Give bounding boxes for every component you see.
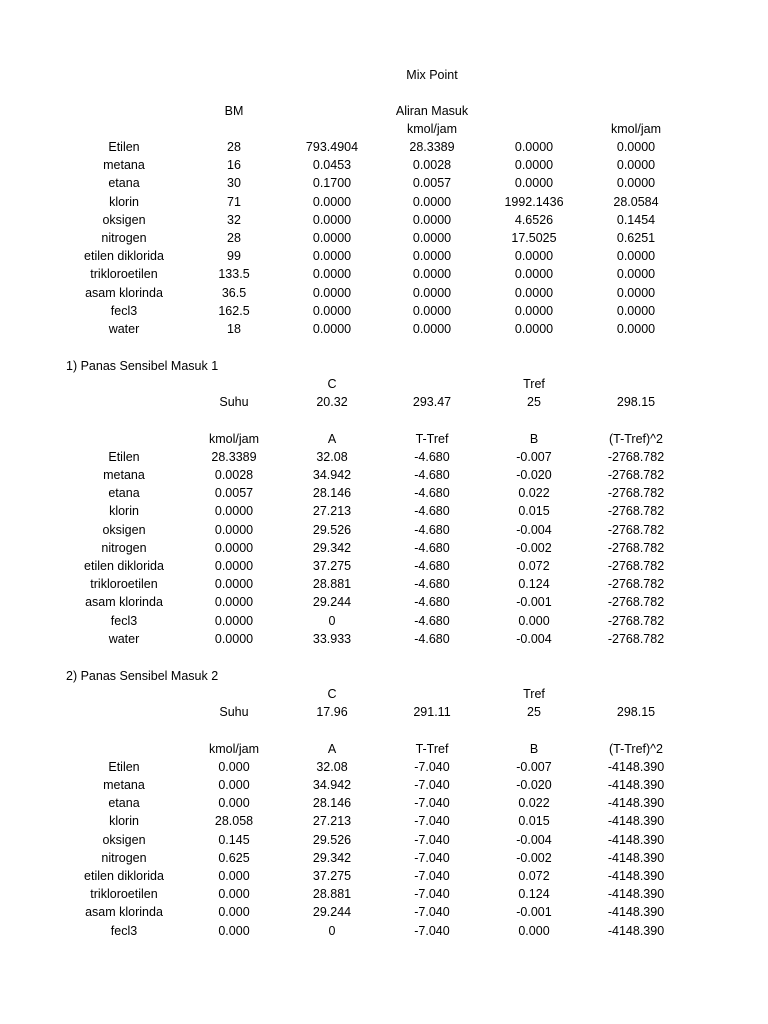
- table-row-cell: -0.001: [516, 595, 552, 610]
- table-row-cell: 0.0000: [616, 267, 656, 282]
- table-row: [0, 302, 768, 320]
- header-row-cell: kmol/jam: [610, 122, 661, 136]
- table-row-cell: 0.1700: [312, 176, 352, 191]
- suhu-row-cell: 25: [527, 395, 541, 410]
- table-row-cell: -2768.782: [607, 613, 665, 628]
- column-header-row-cell: (T-Tref)^2: [608, 741, 663, 756]
- table-row: [0, 211, 768, 229]
- table-row-cell: 0.1454: [616, 212, 656, 227]
- table-row-cell: -4148.390: [607, 832, 665, 847]
- table-row: [0, 885, 768, 903]
- table-row-cell: 28.881: [312, 887, 352, 902]
- table-row-cell: 34.942: [312, 778, 352, 792]
- table-row-cell: -0.004: [516, 832, 552, 847]
- unit-row: [0, 375, 768, 393]
- table-row-cell: 0.0000: [312, 249, 352, 264]
- table-row-cell: -7.040: [414, 850, 450, 865]
- table-row-cell: -7.040: [414, 832, 450, 847]
- table-row-cell: asam klorinda: [85, 595, 163, 610]
- suhu-row-cell: 291.11: [413, 705, 451, 720]
- header-row: [0, 120, 768, 138]
- header-row-cell: kmol/jam: [406, 122, 457, 136]
- table-row-cell: 32.08: [316, 759, 348, 774]
- table-row: [0, 776, 768, 794]
- table-row: [0, 575, 768, 593]
- table-row-cell: klorin: [109, 504, 139, 519]
- table-row: [0, 521, 768, 539]
- suhu-row-cell: 25: [527, 705, 541, 720]
- table-row-cell: -4148.390: [607, 887, 665, 902]
- table-row-cell: 0.145: [218, 832, 250, 847]
- table-row: [0, 247, 768, 265]
- table-row: [0, 174, 768, 192]
- table-row-cell: 0.124: [518, 577, 550, 592]
- table-row-cell: 28.058: [214, 814, 254, 829]
- table-row-cell: -4148.390: [607, 850, 665, 865]
- table-row: [0, 922, 768, 940]
- table-row-cell: 28.146: [312, 796, 352, 811]
- table-row-cell: 0.000: [518, 923, 550, 938]
- table-row-cell: 29.244: [312, 595, 352, 610]
- table-row-cell: 0.625: [218, 850, 250, 865]
- table-row-cell: 0.0000: [616, 158, 656, 173]
- table-row-cell: 0.0000: [514, 322, 554, 336]
- table-row-cell: trikloroetilen: [90, 267, 158, 282]
- table-row-cell: 0.0028: [214, 468, 254, 482]
- header-row-cell: Aliran Masuk: [395, 104, 469, 118]
- table-row-cell: -0.020: [516, 778, 552, 792]
- table-row-cell: nitrogen: [101, 540, 147, 555]
- table-row-cell: 0.0000: [412, 194, 452, 209]
- table-row-cell: -4148.390: [607, 796, 665, 811]
- table-row: [0, 484, 768, 502]
- column-header-row-cell: kmol/jam: [208, 741, 259, 756]
- table-row: [0, 593, 768, 611]
- table-row-cell: -4.680: [414, 559, 450, 573]
- table-row-cell: 28.0584: [613, 194, 659, 209]
- table-row-cell: 0.0000: [616, 249, 656, 264]
- table-row-cell: -4148.390: [607, 923, 665, 938]
- table-row-cell: oksigen: [102, 212, 146, 227]
- table-row-cell: 71: [227, 194, 241, 209]
- table-row-cell: 17.5025: [511, 231, 557, 245]
- unit-row-cell: Tref: [523, 687, 545, 701]
- table-row-cell: -2768.782: [607, 559, 665, 573]
- table-row-cell: 32.08: [316, 449, 348, 464]
- table-row-cell: -2768.782: [607, 504, 665, 519]
- table-row-cell: 37.275: [312, 869, 352, 883]
- table-row-cell: 27.213: [312, 504, 352, 519]
- table-row-cell: -0.004: [516, 631, 552, 646]
- table-row-cell: 0.0000: [514, 285, 554, 300]
- table-row-cell: 0.022: [518, 796, 550, 811]
- table-row-cell: 0: [328, 613, 336, 628]
- table-row-cell: nitrogen: [101, 850, 147, 865]
- table-row-cell: 0.000: [218, 759, 250, 774]
- table-row-cell: 0.0000: [214, 559, 254, 573]
- unit-row: [0, 685, 768, 703]
- suhu-row-cell: 298.15: [616, 705, 656, 720]
- table-row-cell: -7.040: [414, 759, 450, 774]
- table-row-cell: 133.5: [218, 267, 250, 282]
- table-row-cell: -4148.390: [607, 814, 665, 829]
- table-row-cell: -2768.782: [607, 449, 665, 464]
- table-row-cell: 0.0000: [514, 158, 554, 173]
- table-row-cell: 29.526: [312, 522, 352, 537]
- table-row-cell: -4148.390: [607, 869, 665, 883]
- table-row-cell: klorin: [109, 814, 139, 829]
- table-row-cell: 0.0000: [616, 140, 656, 154]
- table-row: [0, 284, 768, 302]
- section-heading-text: 2) Panas Sensibel Masuk 2: [66, 669, 219, 683]
- table-row-cell: 0.0000: [412, 212, 452, 227]
- table-row-cell: -7.040: [414, 869, 450, 883]
- table-row-cell: 0.0000: [214, 504, 254, 519]
- table-row-cell: 28: [227, 140, 241, 154]
- table-row-cell: 0.6251: [616, 231, 656, 245]
- table-row-cell: 28.881: [312, 577, 352, 592]
- table-row-cell: nitrogen: [101, 231, 147, 245]
- suhu-row-cell: 20.32: [316, 395, 348, 410]
- table-row: [0, 758, 768, 776]
- suhu-row-cell: Suhu: [219, 395, 249, 410]
- table-row-cell: 0.000: [218, 796, 250, 811]
- column-header-row-cell: A: [327, 431, 337, 446]
- table-row-cell: -7.040: [414, 778, 450, 792]
- table-row: [0, 138, 768, 156]
- table-row-cell: -4.680: [414, 540, 450, 555]
- table-row-cell: 0.0000: [312, 194, 352, 209]
- table-row-cell: -2768.782: [607, 631, 665, 646]
- table-row-cell: 0.015: [518, 504, 550, 519]
- column-header-row-cell: B: [529, 431, 539, 446]
- table-row-cell: 0.000: [218, 869, 250, 883]
- table-row-cell: -2768.782: [607, 468, 665, 482]
- table-row-cell: 0.000: [218, 905, 250, 920]
- table-row: [0, 794, 768, 812]
- table-row: [0, 831, 768, 849]
- table-row-cell: -4.680: [414, 577, 450, 592]
- table-row-cell: -4.680: [414, 522, 450, 537]
- table-row-cell: 0.0000: [312, 231, 352, 245]
- table-row-cell: 0.0000: [312, 285, 352, 300]
- table-row-cell: 0.0000: [412, 322, 452, 336]
- table-row-cell: -7.040: [414, 796, 450, 811]
- table-row-cell: -2768.782: [607, 577, 665, 592]
- table-row-cell: 0.015: [518, 814, 550, 829]
- table-row-cell: 28.146: [312, 486, 352, 501]
- table-row-cell: fecl3: [110, 613, 138, 628]
- suhu-row-cell: 17.96: [316, 705, 348, 720]
- table-row-cell: 0.0057: [412, 176, 452, 191]
- table-row-cell: -4148.390: [607, 905, 665, 920]
- table-row-cell: -7.040: [414, 887, 450, 902]
- table-row-cell: -0.004: [516, 522, 552, 537]
- table-row-cell: 0.072: [518, 869, 550, 883]
- table-row: [0, 612, 768, 630]
- unit-row-cell: Tref: [523, 377, 545, 391]
- table-row-cell: 0.0000: [412, 303, 452, 318]
- table-row-cell: etilen diklorida: [84, 249, 164, 264]
- suhu-row: [0, 703, 768, 721]
- table-row: [0, 557, 768, 575]
- table-row-cell: 1992.1436: [504, 194, 564, 209]
- unit-row-cell: C: [327, 687, 337, 701]
- table-row: [0, 265, 768, 283]
- header-row: [0, 102, 768, 120]
- table-row-cell: 0.000: [218, 778, 250, 792]
- table-row-cell: 33.933: [312, 631, 352, 646]
- table-row-cell: -7.040: [414, 814, 450, 829]
- table-row-cell: -2768.782: [607, 595, 665, 610]
- table-row-cell: 29.342: [312, 850, 352, 865]
- table-row-cell: 0.000: [218, 923, 250, 938]
- table-row-cell: 0.0000: [514, 303, 554, 318]
- table-row-cell: 793.4904: [305, 140, 359, 154]
- table-row-cell: 0.0000: [214, 577, 254, 592]
- table-row-cell: 0.0000: [514, 140, 554, 154]
- table-row-cell: trikloroetilen: [90, 577, 158, 592]
- table-row-cell: -0.007: [516, 449, 552, 464]
- table-row-cell: 0.0000: [312, 303, 352, 318]
- table-row-cell: etana: [108, 176, 140, 191]
- table-row-cell: 34.942: [312, 468, 352, 482]
- suhu-row-cell: 298.15: [616, 395, 656, 410]
- table-row-cell: 27.213: [312, 814, 352, 829]
- table-row-cell: 0.0000: [214, 613, 254, 628]
- table-row-cell: oksigen: [102, 832, 146, 847]
- table-row: [0, 502, 768, 520]
- table-row-cell: 16: [227, 158, 241, 173]
- table-row: [0, 812, 768, 830]
- table-row-cell: 30: [227, 176, 241, 191]
- column-header-row: [0, 430, 768, 448]
- table-row-cell: Etilen: [108, 759, 140, 774]
- table-row-cell: 0.0000: [616, 176, 656, 191]
- table-row-cell: 4.6526: [514, 212, 554, 227]
- table-row-cell: -0.002: [516, 850, 552, 865]
- table-row-cell: 0.0000: [514, 267, 554, 282]
- table-row-cell: water: [108, 322, 140, 336]
- table-row-cell: fecl3: [110, 303, 138, 318]
- table-row-cell: 28.3389: [409, 140, 455, 154]
- table-row-cell: 32: [227, 212, 241, 227]
- column-header-row: [0, 740, 768, 758]
- table-row-cell: -0.001: [516, 905, 552, 920]
- table-row-cell: 0.0028: [412, 158, 452, 173]
- column-header-row-cell: A: [327, 741, 337, 756]
- table-row-cell: 0.0000: [214, 631, 254, 646]
- table-row-cell: 0.000: [218, 887, 250, 902]
- table-row: [0, 156, 768, 174]
- table-row-cell: 0.124: [518, 887, 550, 902]
- table-row-cell: 0.072: [518, 559, 550, 573]
- table-row-cell: 0.0000: [312, 322, 352, 336]
- table-row-cell: 29.244: [312, 905, 352, 920]
- table-row-cell: metana: [103, 778, 145, 792]
- table-row-cell: Etilen: [108, 140, 140, 154]
- header-row-cell: BM: [224, 104, 244, 118]
- table-row-cell: 29.342: [312, 540, 352, 555]
- table-row-cell: metana: [103, 158, 145, 173]
- table-row-cell: 37.275: [312, 559, 352, 573]
- table-row-cell: oksigen: [102, 522, 146, 537]
- table-row-cell: 28: [227, 231, 241, 245]
- table-row-cell: 28.3389: [211, 449, 257, 464]
- table-row-cell: 0.000: [518, 613, 550, 628]
- table-row-cell: 0.0000: [312, 212, 352, 227]
- table-row-cell: 0.0000: [312, 267, 352, 282]
- table-row: [0, 867, 768, 885]
- table-row-cell: -4.680: [414, 595, 450, 610]
- table-row-cell: -4.680: [414, 486, 450, 501]
- table-row-cell: -0.007: [516, 759, 552, 774]
- page-title: [0, 66, 768, 84]
- table-row-cell: 0: [328, 923, 336, 938]
- table-row-cell: etana: [108, 796, 140, 811]
- table-row-cell: Etilen: [108, 449, 140, 464]
- table-row-cell: -2768.782: [607, 486, 665, 501]
- unit-row-cell: C: [327, 377, 337, 391]
- section-heading: [0, 357, 768, 375]
- table-row-cell: 0.0000: [214, 540, 254, 555]
- table-row-cell: -7.040: [414, 905, 450, 920]
- table-row-cell: -0.020: [516, 468, 552, 482]
- table-row-cell: 0.0000: [412, 267, 452, 282]
- column-header-row-cell: T-Tref: [415, 431, 449, 446]
- table-row-cell: 0.0000: [616, 322, 656, 336]
- table-row: [0, 229, 768, 247]
- table-row-cell: -2768.782: [607, 540, 665, 555]
- table-row-cell: -4148.390: [607, 759, 665, 774]
- table-row-cell: -7.040: [414, 923, 450, 938]
- table-row-cell: asam klorinda: [85, 285, 163, 300]
- table-row-cell: 36.5: [221, 285, 247, 300]
- table-row-cell: 0.0000: [412, 249, 452, 264]
- table-row: [0, 849, 768, 867]
- table-row-cell: water: [108, 631, 140, 646]
- table-row-cell: etilen diklorida: [84, 869, 164, 883]
- column-header-row-cell: B: [529, 741, 539, 756]
- table-row-cell: etilen diklorida: [84, 559, 164, 573]
- table-row-cell: 0.0000: [514, 176, 554, 191]
- table-row: [0, 466, 768, 484]
- table-row: [0, 448, 768, 466]
- table-row-cell: -0.002: [516, 540, 552, 555]
- section-heading: [0, 667, 768, 685]
- table-row-cell: -2768.782: [607, 522, 665, 537]
- table-row-cell: etana: [108, 486, 140, 501]
- table-row-cell: fecl3: [110, 923, 138, 938]
- table-row-cell: 29.526: [312, 832, 352, 847]
- table-row-cell: metana: [103, 468, 145, 482]
- column-header-row-cell: (T-Tref)^2: [608, 431, 663, 446]
- table-row: [0, 630, 768, 648]
- table-row-cell: -4.680: [414, 613, 450, 628]
- table-row-cell: 0.0000: [412, 231, 452, 245]
- table-row: [0, 320, 768, 338]
- table-row-cell: 0.0000: [616, 285, 656, 300]
- table-row-cell: -4.680: [414, 449, 450, 464]
- table-row-cell: 0.0000: [214, 522, 254, 537]
- table-row-cell: 0.0000: [412, 285, 452, 300]
- table-row-cell: trikloroetilen: [90, 887, 158, 902]
- section-heading-text: 1) Panas Sensibel Masuk 1: [66, 359, 219, 373]
- column-header-row-cell: kmol/jam: [208, 431, 259, 446]
- table-row-cell: -4.680: [414, 468, 450, 482]
- table-row: [0, 539, 768, 557]
- table-row-cell: 162.5: [218, 303, 250, 318]
- page-title-text: Mix Point: [406, 68, 458, 82]
- table-row: [0, 193, 768, 211]
- table-row-cell: 0.0453: [312, 158, 352, 173]
- suhu-row-cell: Suhu: [219, 705, 249, 720]
- table-row-cell: 0.0000: [514, 249, 554, 264]
- suhu-row: [0, 393, 768, 411]
- table-row: [0, 903, 768, 921]
- column-header-row-cell: T-Tref: [415, 741, 449, 756]
- table-row-cell: -4148.390: [607, 778, 665, 792]
- table-row-cell: 0.0057: [214, 486, 254, 501]
- table-row-cell: klorin: [109, 194, 139, 209]
- table-row-cell: 18: [227, 322, 241, 336]
- table-row-cell: asam klorinda: [85, 905, 163, 920]
- table-row-cell: 0.0000: [214, 595, 254, 610]
- table-row-cell: 99: [227, 249, 241, 264]
- table-row-cell: 0.0000: [616, 303, 656, 318]
- table-row-cell: -4.680: [414, 631, 450, 646]
- suhu-row-cell: 293.47: [412, 395, 452, 410]
- table-row-cell: -4.680: [414, 504, 450, 519]
- table-row-cell: 0.022: [518, 486, 550, 501]
